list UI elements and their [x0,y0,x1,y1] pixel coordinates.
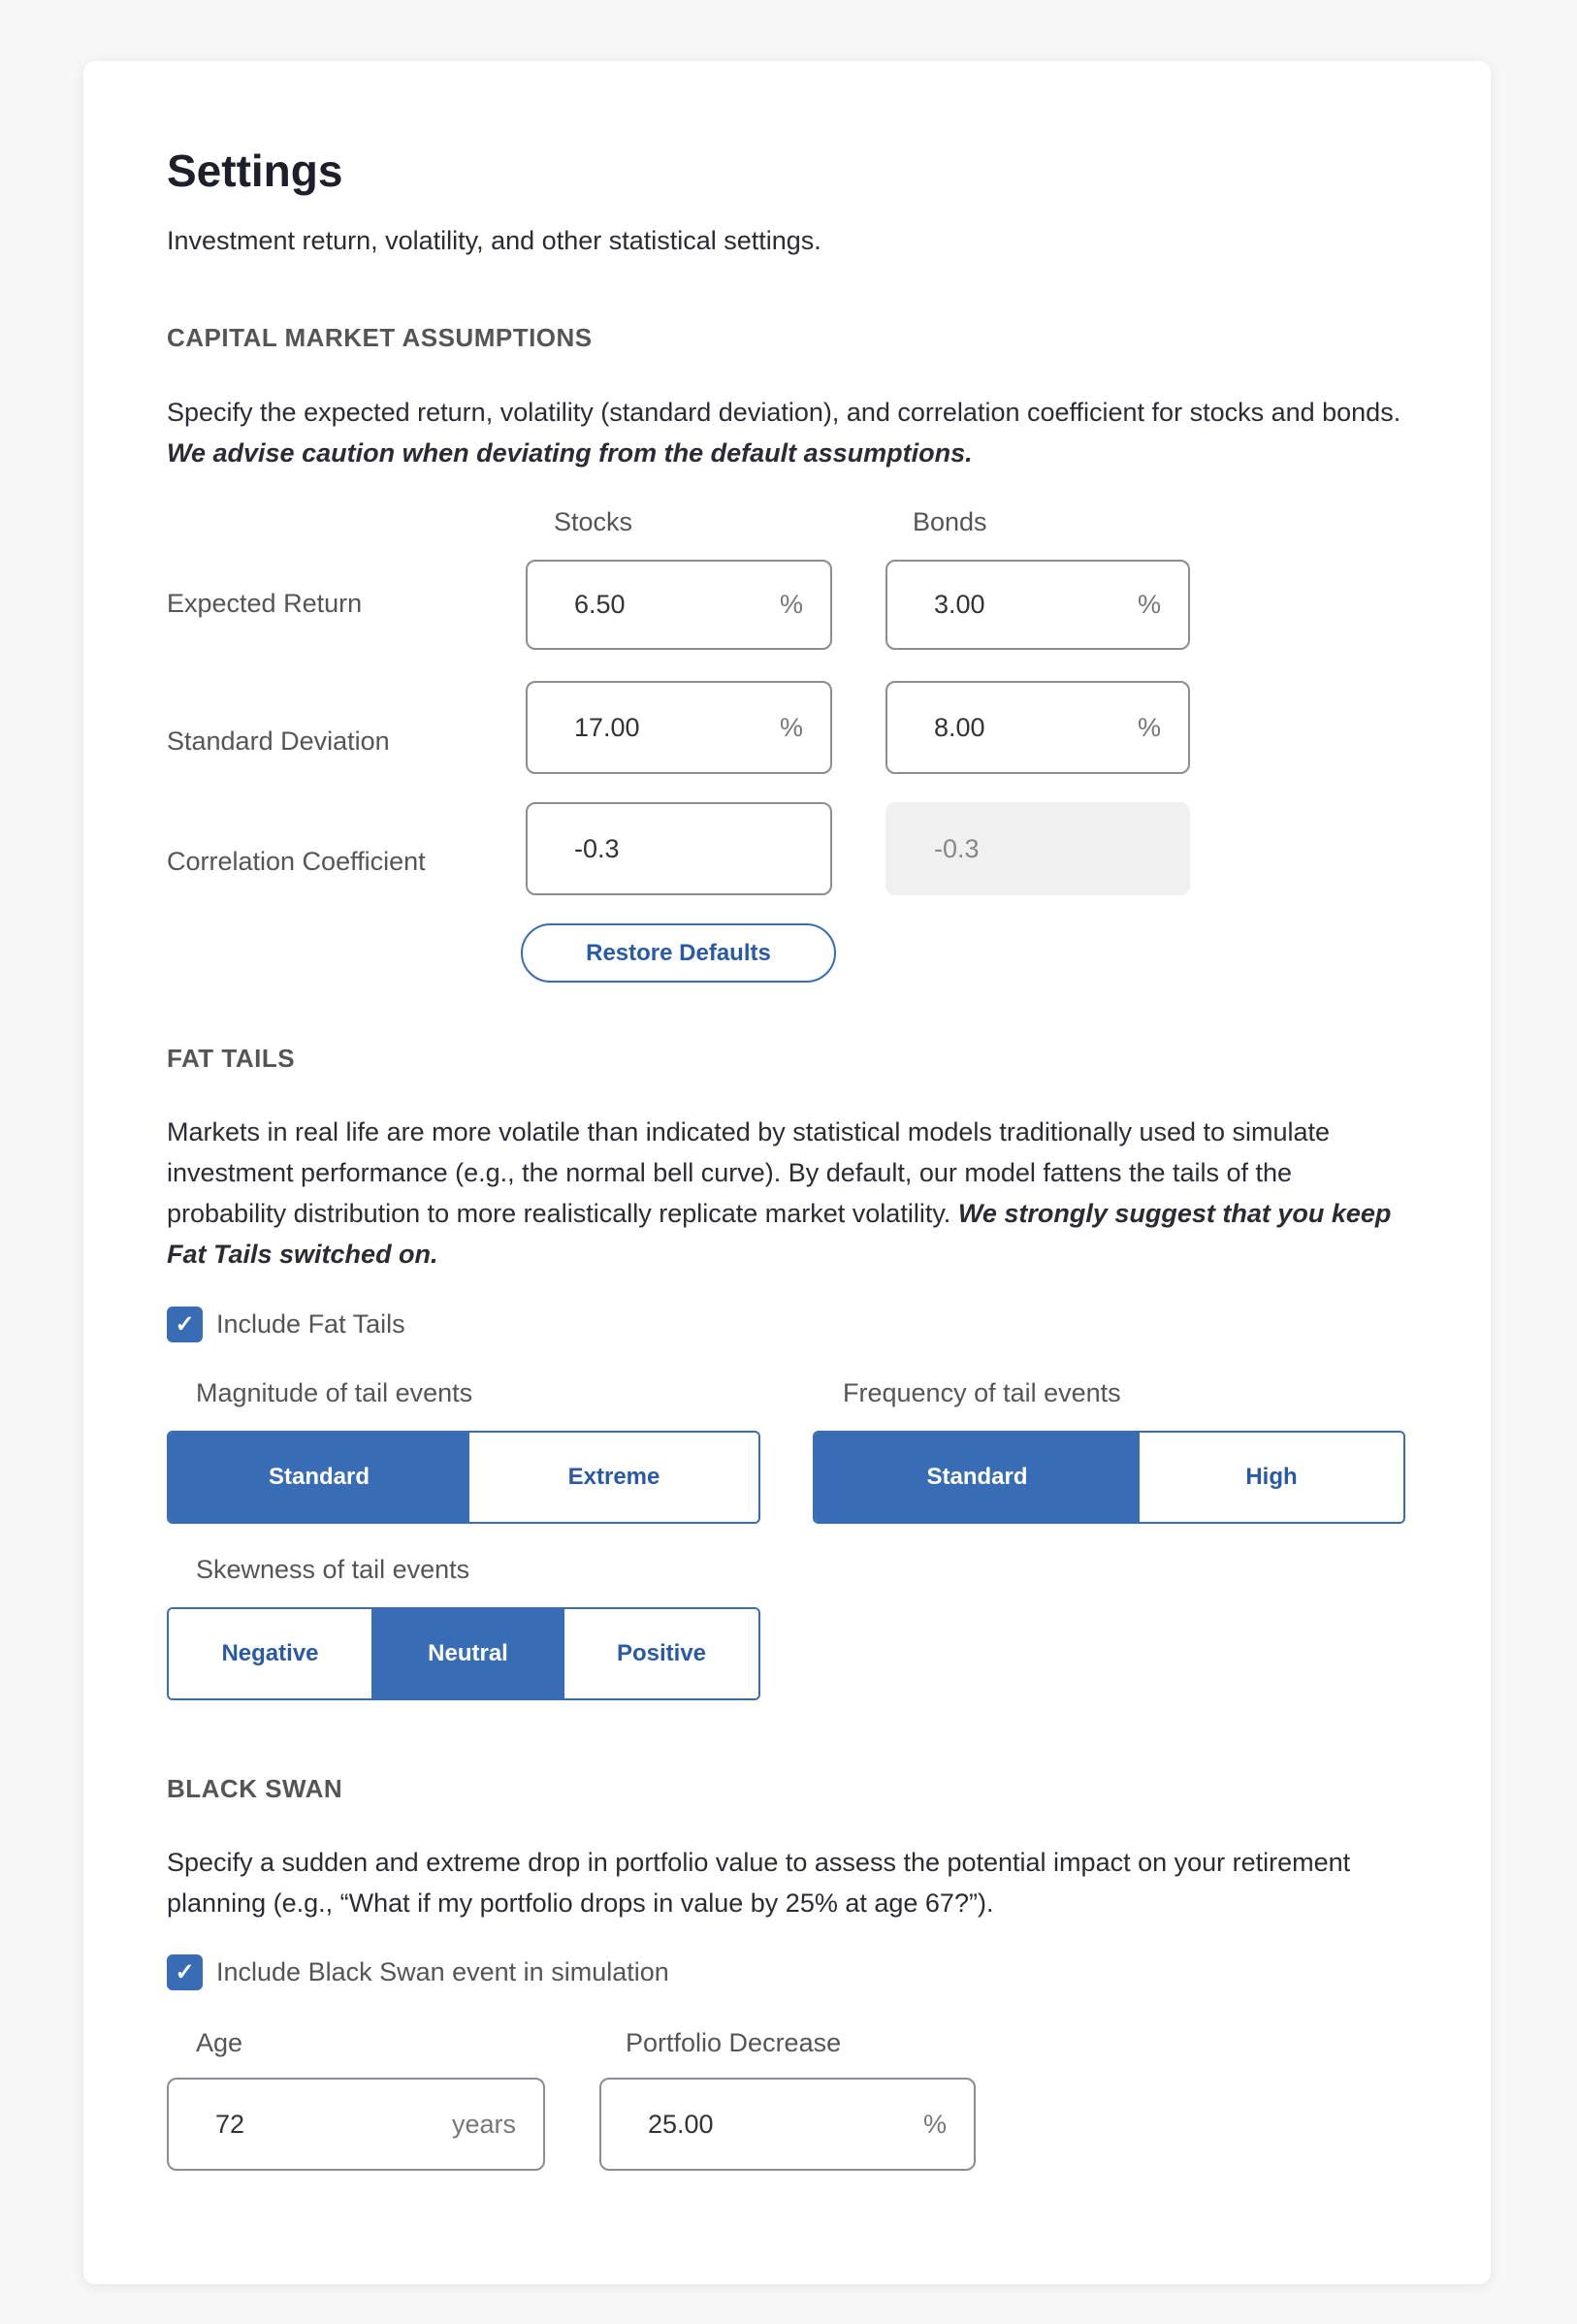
fat-tails-heading: FAT TAILS [167,1044,296,1073]
cma-desc-text: Specify the expected return, volatility (standard deviation), and correlation coefficient for stocks and bonds. [167,398,1401,427]
value: 3.00 [934,590,985,619]
value: 25.00 [648,2109,714,2139]
magnitude-label: Magnitude of tail events [196,1378,473,1407]
stocks-expected-return-input[interactable] [526,560,832,650]
stocks-correlation-input[interactable] [526,802,832,895]
cma-description [167,392,1428,473]
settings-card [83,61,1491,2284]
column-stocks: Stocks [554,507,633,536]
age-input[interactable] [167,2078,545,2171]
bonds-correlation-input-disabled [885,802,1190,895]
restore-defaults-button[interactable]: Restore Defaults [521,923,836,983]
bonds-std-dev-input[interactable] [885,681,1190,774]
row-label-standard-deviation: Standard Deviation [167,726,390,756]
percent-unit: % [1137,590,1161,619]
fat-tails-description [167,1112,1399,1275]
frequency-high[interactable]: High [1140,1433,1403,1522]
page-title: Settings [167,145,343,196]
percent-unit: % [779,712,803,742]
checkmark-icon: ✓ [167,1307,203,1342]
skewness-neutral[interactable]: Neutral [371,1609,564,1698]
cma-desc-warning: We advise caution when deviating from the default assumptions. [167,438,973,468]
age-label: Age [196,2028,243,2057]
frequency-toggle [813,1431,1405,1524]
skewness-label: Skewness of tail events [196,1555,470,1584]
value: -0.3 [934,833,980,863]
black-swan-description: Specify a sudden and extreme drop in portfolio value to assess the potential impact on your retirement planning (e.g., “What if my portfolio drops in value by 25% at age 67?”). [167,1848,1351,1918]
value: 6.50 [574,590,626,619]
column-bonds: Bonds [913,507,987,536]
value: -0.3 [574,833,620,863]
cma-heading: CAPITAL MARKET ASSUMPTIONS [167,323,593,352]
frequency-standard[interactable]: Standard [815,1433,1140,1522]
skewness-positive[interactable]: Positive [564,1609,758,1698]
include-black-swan-checkbox[interactable] [167,1954,669,1990]
magnitude-standard[interactable]: Standard [169,1433,469,1522]
checkmark-icon: ✓ [167,1954,203,1990]
percent-unit: % [779,590,803,619]
page-subtitle: Investment return, volatility, and other statistical settings. [167,226,821,255]
percent-unit: % [1137,712,1161,742]
fat-desc-warning: We strongly suggest that you keep Fat Tails switched on. [167,1199,1392,1269]
magnitude-toggle [167,1431,760,1524]
skewness-toggle [167,1607,760,1700]
percent-unit: % [922,2109,947,2139]
include-fat-tails-checkbox[interactable] [167,1307,405,1342]
years-unit: years [451,2109,516,2139]
checkbox-label: Include Black Swan event in simulation [216,1957,669,1986]
portfolio-decrease-input[interactable] [599,2078,976,2171]
checkbox-label: Include Fat Tails [216,1309,405,1339]
value: 17.00 [574,712,640,742]
portfolio-decrease-label: Portfolio Decrease [626,2028,842,2057]
value: 72 [215,2109,245,2139]
magnitude-extreme[interactable]: Extreme [469,1433,758,1522]
row-label-correlation: Correlation Coefficient [167,847,426,876]
row-label-expected-return: Expected Return [167,589,363,618]
value: 8.00 [934,712,985,742]
frequency-label: Frequency of tail events [843,1378,1121,1407]
bonds-expected-return-input[interactable] [885,560,1190,650]
black-swan-heading: BLACK SWAN [167,1774,343,1803]
skewness-negative[interactable]: Negative [169,1609,371,1698]
stocks-std-dev-input[interactable] [526,681,832,774]
fat-desc-text: Markets in real life are more volatile than indicated by statistical models traditionally used to simulate investment performance (e.g., the normal bell curve). By default, our model fattens the tails of the probability distribution to more realistically replicate market volatility. [167,1117,1331,1228]
